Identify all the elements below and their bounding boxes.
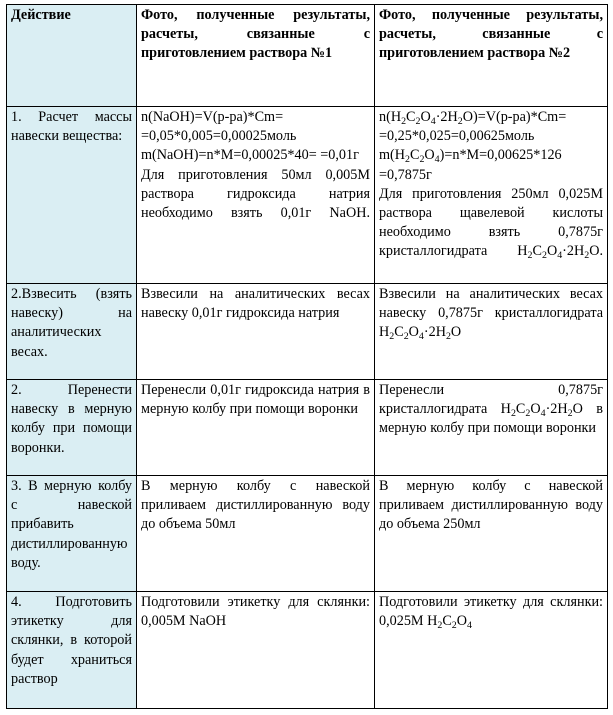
table-row [7, 380, 608, 476]
row-1-sol2-text: Для приготовления 250мл 0,025М раствора щавелевой кислоты необходимо взять 0,7875г кристаллогидрата $H_2C_2O_4\cdot 2H_2O$. [379, 185, 603, 262]
header-solution-2 [375, 5, 608, 107]
row-4-sol1-text: В мерную колбу с навеской приливаем дистиллированную воду до объема 50мл [141, 478, 370, 533]
row-5-action-text: 4. Подготовить этикетку для склянки, в которой будет храниться раствор [11, 594, 132, 687]
row-5-solution-1 [137, 592, 375, 709]
table-row [7, 592, 608, 709]
row-2-solution-2 [375, 284, 608, 380]
row-2-sol2-text: Взвесили на аналитических весах навеску 0,7875г кристаллогидрата $H_2C_2O_4\cdot 2H_2O$ [379, 286, 603, 343]
solution-table [6, 4, 608, 709]
row-2-action [7, 284, 137, 380]
row-4-sol2-text: В мерную колбу с навеской приливаем дистиллированную воду до объема 250мл [379, 478, 603, 533]
header-solution-1-text: Фото, полученные результаты, расчеты, связанные с приготовлением раствора №1 [141, 7, 370, 62]
row-3-sol2-text: Перенесли 0,7875г кристаллогидрата $H_2C_2O_4\cdot 2H_2O$ в мерную колбу при помощи воронки [379, 382, 603, 437]
row-4-solution-2 [375, 476, 608, 592]
row-3-action [7, 380, 137, 476]
table-row [7, 284, 608, 380]
row-5-sol2-text: Подготовили этикетку для склянки: 0,025М $H_2C_2O_4$ [379, 594, 603, 631]
header-solution-2-text: Фото, полученные результаты, расчеты, связанные с приготовлением раствора №2 [379, 7, 603, 62]
row-4-solution-1 [137, 476, 375, 592]
row-3-action-text: 2. Перенести навеску в мерную колбу при помощи воронки. [11, 382, 132, 456]
row-1-sol1-formula-1: n(NaOH)=V(р-ра)*Cm= =0,05*0,005=0,00025моль [141, 109, 297, 145]
row-3-solution-2 [375, 380, 608, 476]
row-5-action [7, 592, 137, 709]
row-1-sol2-formula-1: $n(H_2C_2O_4\cdot 2H_2O)=V(р-ра)*Cm=$ =0,25*0,025=0,00625моль [379, 109, 567, 145]
row-4-action [7, 476, 137, 592]
header-action-text: Действие [11, 7, 71, 23]
table-row [7, 476, 608, 592]
row-5-solution-2 [375, 592, 608, 709]
row-1-sol1-formula-2: m(NaOH)=n*M=0,00025*40= =0,01г [141, 147, 359, 164]
table-row [7, 107, 608, 284]
row-1-sol1-text: Для приготовления 50мл 0,005М раствора гидроксида натрия необходимо взять 0,01г NaOH. [141, 166, 370, 222]
row-1-action [7, 107, 137, 284]
header-solution-1 [137, 5, 375, 107]
row-2-action-text: 2.Взвесить (взять навеску) на аналитических весах. [11, 286, 132, 360]
row-2-solution-1 [137, 284, 375, 380]
row-3-solution-1 [137, 380, 375, 476]
row-1-solution-1 [137, 107, 375, 284]
row-4-action-text: 3. В мерную колбу с навеской прибавить дистиллированную воду. [11, 478, 132, 571]
row-3-sol1-text: Перенесли 0,01г гидроксида натрия в мерную колбу при помощи воронки [141, 382, 370, 418]
row-2-sol1-text: Взвесили на аналитических весах навеску 0,01г гидроксида натрия [141, 286, 370, 322]
row-1-action-text: 1. Расчет массы навески вещества: [11, 109, 132, 145]
row-1-sol2-formula-2: $m(H_2C_2O_4)=n*M=0,00625*126 =0,7875г$ [379, 147, 562, 183]
header-row [7, 5, 608, 107]
row-5-sol1-text: Подготовили этикетку для склянки: 0,005М NaOH [141, 594, 370, 630]
header-action [7, 5, 137, 107]
row-1-solution-2 [375, 107, 608, 284]
